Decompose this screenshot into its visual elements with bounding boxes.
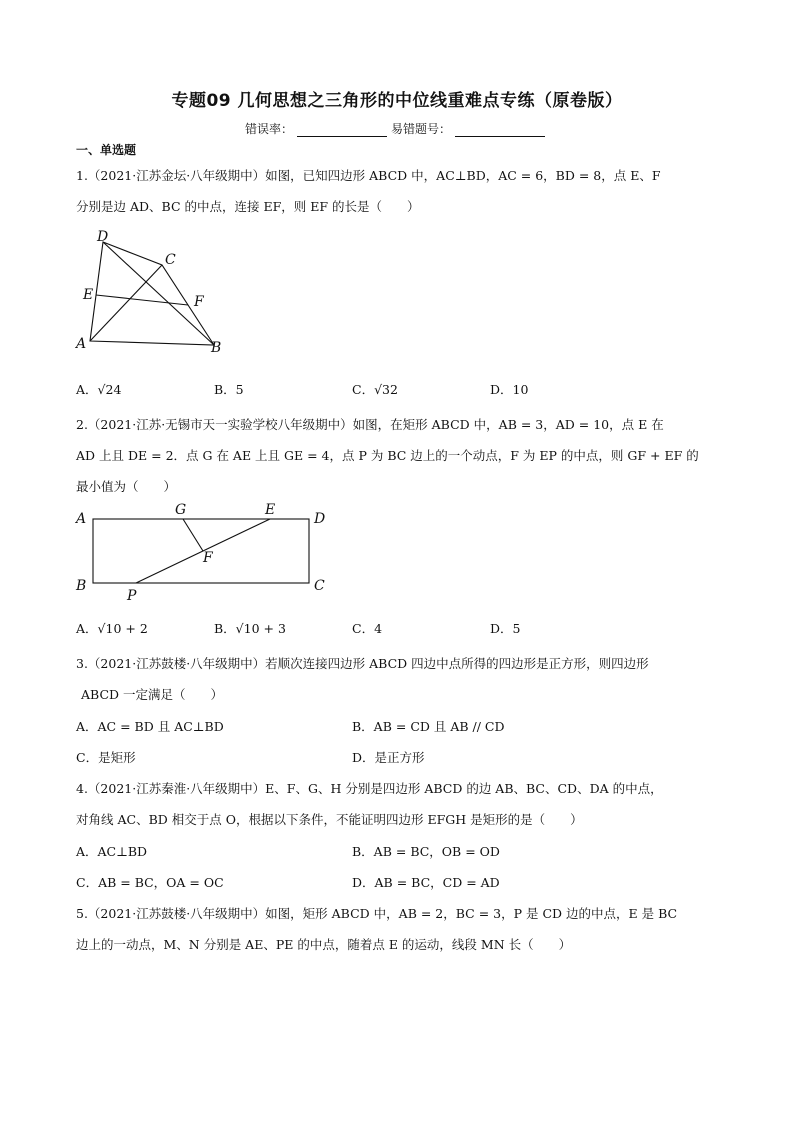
q3-option-d[interactable]: D．是正方形 bbox=[352, 750, 425, 765]
question-1 bbox=[76, 160, 716, 222]
q2-option-c[interactable]: C．4 bbox=[352, 621, 383, 636]
q2-label-E: E bbox=[265, 502, 276, 518]
q2-option-a[interactable]: A．√10 + 2 bbox=[76, 621, 148, 636]
q2-label-G: G bbox=[175, 502, 187, 518]
q1-option-c[interactable]: C．√32 bbox=[352, 382, 398, 397]
q2-label-P: P bbox=[127, 588, 137, 604]
question-2-line-1: 2.（2021·江苏·无锡市天一实验学校八年级期中）如图，在矩形 ABCD 中，AB = 3，AD = 10，点 E 在 bbox=[76, 417, 664, 432]
q2-option-d[interactable]: D．5 bbox=[490, 621, 521, 636]
page-title: 专题09 几何思想之三角形的中位线重难点专练（原卷版） bbox=[171, 91, 623, 111]
q2-label-A: A bbox=[76, 511, 87, 527]
easy-wrong-blank bbox=[455, 124, 545, 137]
q1-label-D: D bbox=[97, 229, 109, 245]
question-2-figure bbox=[74, 500, 344, 608]
q3-option-b[interactable]: B．AB = CD 且 AB // CD bbox=[352, 719, 505, 734]
q2-label-C: C bbox=[314, 578, 325, 594]
q4-option-c[interactable]: C．AB = BC，OA = OC bbox=[76, 875, 224, 890]
question-5-line-1: 5.（2021·江苏鼓楼·八年级期中）如图，矩形 ABCD 中，AB = 2，BC = 3，P 是 CD 边的中点，E 是 BC bbox=[76, 906, 678, 921]
question-3-line-2: ABCD 一定满足（ ） bbox=[81, 687, 224, 702]
q2-label-B: B bbox=[76, 578, 87, 594]
question-4-line-1: 4.（2021·江苏秦淮·八年级期中）E、F、G、H 分别是四边形 ABCD 的边 AB、BC、CD、DA 的中点， bbox=[76, 781, 663, 796]
question-4-line-2: 对角线 AC、BD 相交于点 O，根据以下条件，不能证明四边形 EFGH 是矩形的是（ ） bbox=[76, 812, 583, 827]
q1-label-F: F bbox=[194, 294, 204, 310]
section-heading: 一、单选题 bbox=[76, 143, 137, 157]
q1-option-b[interactable]: B．5 bbox=[214, 382, 244, 397]
question-5 bbox=[76, 898, 716, 960]
q2-label-D: D bbox=[314, 511, 326, 527]
error-rate-blank bbox=[297, 124, 387, 137]
q1-label-C: C bbox=[165, 252, 176, 268]
question-4 bbox=[76, 773, 716, 835]
q1-label-B: B bbox=[211, 340, 222, 356]
easy-wrong-label: 易错题号： bbox=[391, 122, 452, 136]
error-rate-label: 错误率： bbox=[244, 122, 293, 136]
question-2-line-3: 最小值为（ ） bbox=[76, 479, 177, 494]
question-5-line-2: 边上的一动点，M、N 分别是 AE、PE 的中点，随着点 E 的运动，线段 MN 长（ ） bbox=[76, 937, 572, 952]
meta-line bbox=[0, 120, 794, 137]
q4-option-b[interactable]: B．AB = BC，OB = OD bbox=[352, 844, 500, 859]
q4-option-a[interactable]: A．AC⊥BD bbox=[76, 844, 148, 859]
q1-option-a[interactable]: A．√24 bbox=[76, 382, 122, 397]
q3-option-c[interactable]: C．是矩形 bbox=[76, 750, 136, 765]
question-3-line-1: 3.（2021·江苏鼓楼·八年级期中）若顺次连接四边形 ABCD 四边中点所得的四边形是正方形，则四边形 bbox=[76, 656, 649, 671]
question-1-line-2: 分别是边 AD、BC 的中点，连接 EF，则 EF 的长是（ ） bbox=[76, 199, 420, 214]
question-3 bbox=[76, 648, 716, 710]
q1-option-d[interactable]: D．10 bbox=[490, 382, 529, 397]
question-1-line-1: 1.（2021·江苏金坛·八年级期中）如图，已知四边形 ABCD 中，AC⊥BD，AC = 6，BD = 8，点 E、F bbox=[76, 168, 661, 183]
question-1-figure bbox=[74, 228, 234, 356]
question-2-line-2: AD 上且 DE = 2．点 G 在 AE 上且 GE = 4，点 P 为 BC 边上的一个动点，F 为 EP 的中点，则 GF + EF 的 bbox=[76, 448, 699, 463]
question-2 bbox=[76, 409, 716, 502]
q4-option-d[interactable]: D．AB = BC，CD = AD bbox=[352, 875, 500, 890]
q2-option-b[interactable]: B．√10 + 3 bbox=[214, 621, 286, 636]
q1-label-A: A bbox=[76, 336, 87, 352]
q3-option-a[interactable]: A．AC = BD 且 AC⊥BD bbox=[76, 719, 224, 734]
q2-label-F: F bbox=[203, 550, 213, 566]
q1-label-E: E bbox=[83, 287, 94, 303]
